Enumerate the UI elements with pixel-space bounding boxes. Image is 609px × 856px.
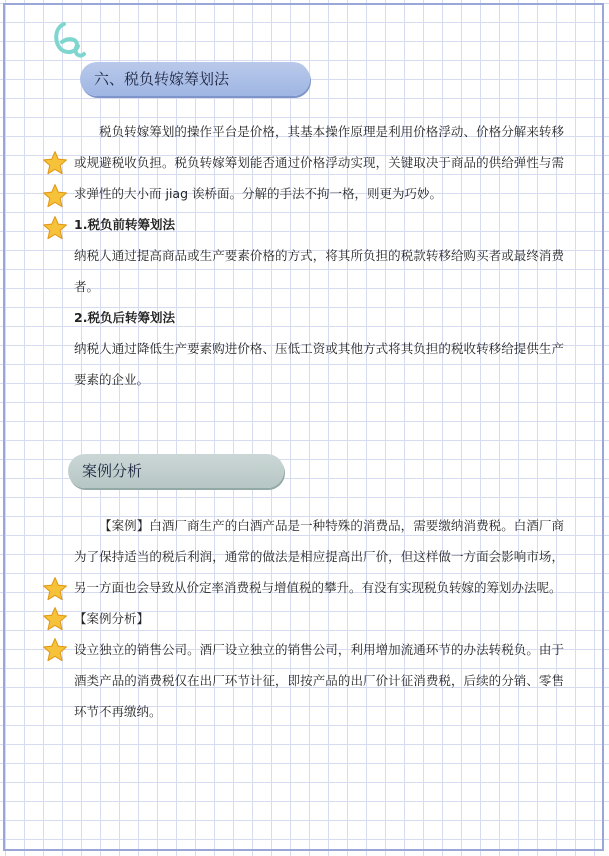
subsection-heading: 1.税负前转筹划法 — [74, 217, 175, 232]
case-body — [74, 510, 564, 727]
case-paragraph: 【案例】白酒厂商生产的白酒产品是一种特殊的消费品，需要缴纳消费税。白酒厂商为了保持适当的税后利润，通常的做法是相应提高出厂价，但这样做一方面会影响市场，另一方面也会导致从价定率消费税与增值税的攀升。有没有实现税负转嫁的筹划办法呢。 — [74, 518, 564, 595]
swirl-decoration-icon — [50, 18, 90, 62]
subsection-heading: 2.税负后转筹划法 — [74, 310, 175, 325]
section-title-banner: 六、税负转嫁筹划法 — [80, 62, 310, 96]
star-icon — [42, 637, 68, 663]
subsection-paragraph: 纳税人通过提高商品或生产要素价格的方式，将其所负担的税款转移给购买者或最终消费者。 — [74, 248, 564, 294]
subsection-paragraph: 纳税人通过降低生产要素购进价格、压低工资或其他方式将其负担的税收转移给提供生产要素的企业。 — [74, 341, 564, 387]
case-analysis-paragraph: 设立独立的销售公司。酒厂设立独立的销售公司，利用增加流通环节的办法转税负。由于酒类产品的消费税仅在出厂环节计征，即按产品的出厂价计征消费税，后续的分销、零售环节不再缴纳。 — [74, 642, 564, 719]
star-icon — [42, 576, 68, 602]
star-icon — [42, 215, 68, 241]
star-icon — [42, 150, 68, 176]
case-title-banner: 案例分析 — [68, 454, 284, 488]
intro-paragraph: 税负转嫁筹划的操作平台是价格，其基本操作原理是利用价格浮动、价格分解来转移或规避税收负担。税负转嫁筹划能否通过价格浮动实现，关键取决于商品的供给弹性与需求弹性的大小而 jiag 诶桥面。分解的手法不拘一格，则更为巧妙。 — [74, 124, 564, 201]
star-icon — [42, 183, 68, 209]
section-body — [74, 116, 564, 395]
star-icon — [42, 606, 68, 632]
case-analysis-label: 【案例分析】 — [74, 611, 150, 626]
